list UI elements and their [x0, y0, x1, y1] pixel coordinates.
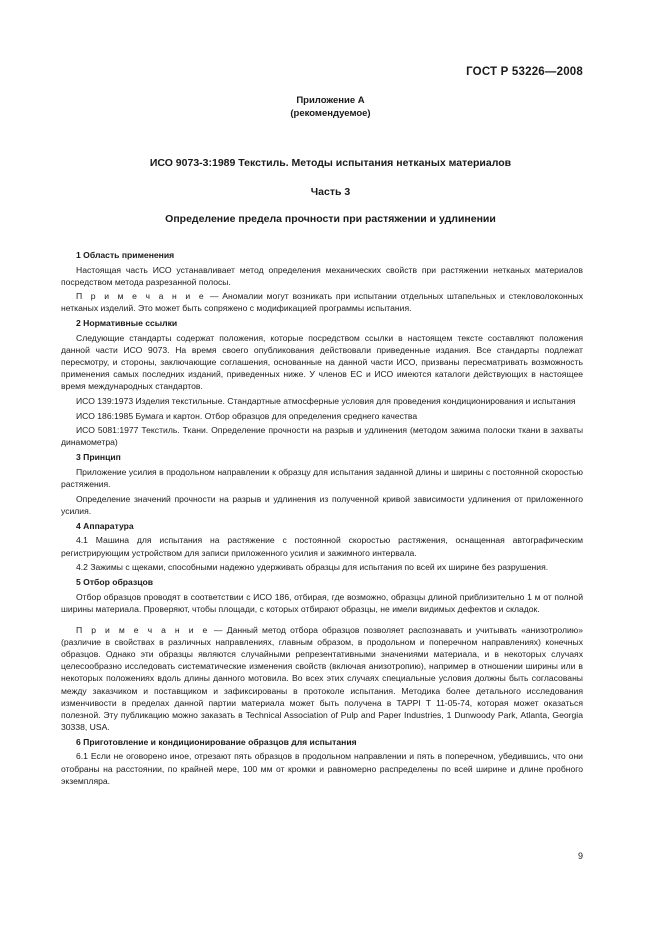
- paragraph: 4.2 Зажимы с щеками, способными надежно удерживать образцы для испытания по всей их ширине без разрушения.: [76, 562, 549, 573]
- paragraph: 6.1 Если не оговорено иное, отрезают пять образцов в продольном направлении и пять в поперечном, убедившись, что они отобраны на расстоянии, по крайней мере, 100 мм от кромки и равномерно распределены по всей ширине и длине пробного экземпляра.: [61, 751, 583, 786]
- section-heading: 6 Приготовление и кондиционирование образцов для испытания: [76, 736, 357, 747]
- note: [61, 290, 583, 314]
- paragraph: Отбор образцов проводят в соответствии с ИСО 186, отбирая, где возможно, образцы длиной приблизительно 1 м от полной ширины материала. Проверяют, чтобы площади, с которых отбирают образцы, не имели видимых дефектов и складок.: [61, 591, 583, 614]
- document-title: ИСО 9073-3:1989 Текстиль. Методы испытания нетканых материалов: [149, 157, 512, 169]
- paragraph: Определение значений прочности на разрыв и удлинения из полученной кривой зависимости удлинения от приложенного усилия.: [61, 493, 583, 516]
- paragraph: Следующие стандарты содержат положения, которые посредством ссылки в настоящем тексте составляют положения данной части ИСО 9073. На время своего опубликования действовали приведенные издания. Все стандарты подлежат пересмотру, и стороны, заключающие соглашения, основанные на данной части ИСО, призваны пересматривать возможность применения самых последних изданий, приведенных ниже. У членов ЕС и ИСО имеются каталоги действующих в настоящее время международных стандартов.: [61, 333, 583, 392]
- paragraph: Приложение усилия в продольном направлении к образцу для испытания заданной длины и ширины с постоянной скоростью растяжения.: [61, 467, 583, 490]
- section-heading: 2 Нормативные ссылки: [76, 318, 178, 329]
- section-heading: 1 Область применения: [76, 250, 175, 260]
- appendix-subtitle: (рекомендуемое): [290, 108, 371, 119]
- document-body: [61, 246, 583, 789]
- page-number: 9: [577, 851, 583, 861]
- part-title: Часть 3: [310, 186, 351, 198]
- reference-item: ИСО 5081:1977 Текстиль. Ткани. Определение прочности на разрыв и удлинения (методом зажима полоски ткани в захваты динамометра): [61, 425, 583, 448]
- paragraph: 4.1 Машина для испытания на растяжение с постоянной скоростью растяжения, оснащенная автографическим регистрирующим устройством для записи приложенного усилия и зажимного интервала.: [61, 535, 583, 558]
- appendix-title: Приложение А: [296, 95, 365, 106]
- paragraph: Настоящая часть ИСО устанавливает метод определения механических свойств при растяжении нетканых материалов посредством метода разрезанной полосы.: [61, 264, 583, 287]
- section-heading: 3 Принцип: [76, 452, 121, 463]
- section-heading: 5 Отбор образцов: [76, 577, 154, 588]
- note-label: П р и м е ч а н и е: [76, 291, 207, 302]
- section-subtitle: Определение предела прочности при растяжении и удлинении: [165, 213, 496, 225]
- note-text: — Данный метод отбора образцов позволяет распознавать и учитывать «анизотролию» (различие в свойствах в различных направлениях, главным образом, в продольном и поперечном направлениях) конечных образцов. Однако эти образцы являются случайными репрезентативными значениями материала, и в некоторых случаях целесообразно исследовать систематические изменения свойств (включая анизотропию), например в отношении ширины или в некоторых положениях вдоль длины данного мотовила. Во всех этих случаях специальные условия должны быть согласованы между заказчиком и поставщиком и зафиксированы в протоколе испытания. Методика более детального исследования изменчивости в пределах данной партии материала может быть получена в TAPPI T 11-05-74, которая может оказаться полезной. Эту публикацию можно заказать в Technical Association of Pulp and Paper Industries, 1 Dunwoody Park, Atlanta, Georgia 30338, USA.: [61, 625, 583, 732]
- reference-item: ИСО 139:1973 Изделия текстильные. Стандартные атмосферные условия для проведения кондиционирования и испытания: [76, 396, 576, 407]
- note-label: П р и м е ч а н и е: [76, 625, 210, 636]
- note: [61, 624, 583, 733]
- note-text: — Аномалии могут возникать при испытании отдельных штапельных и стекловолоконных нетканых изделий. Это может быть сопряжено с модификацией программы испытания.: [61, 291, 583, 314]
- section-heading: 4 Аппаратура: [76, 520, 134, 531]
- reference-item: ИСО 186:1985 Бумага и картон. Отбор образцов для определения среднего качества: [76, 410, 418, 421]
- standard-header: ГОСТ Р 53226—2008: [466, 66, 583, 78]
